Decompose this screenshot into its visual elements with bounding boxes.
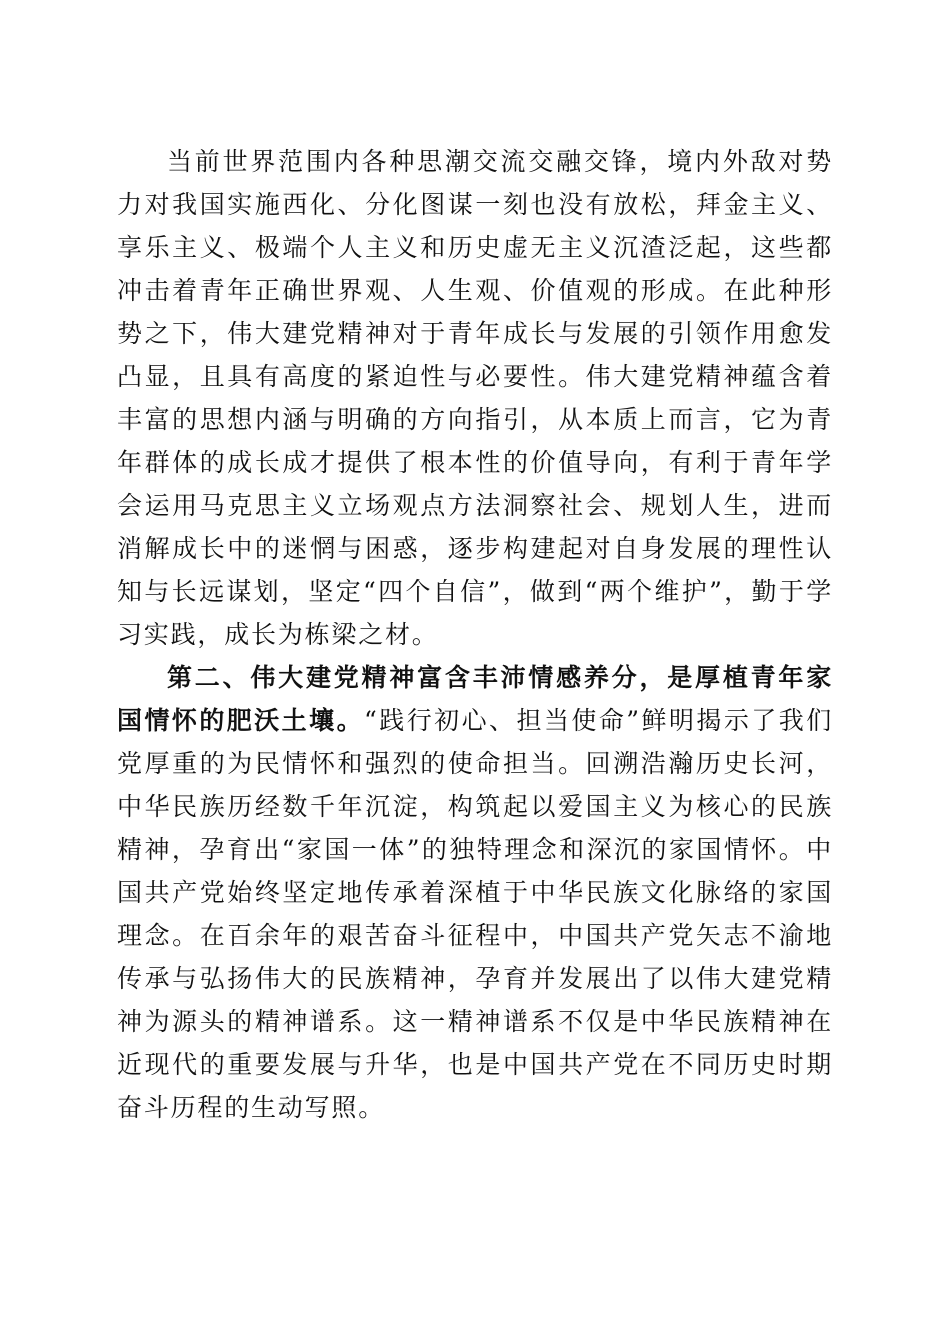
paragraph-2 bbox=[117, 656, 833, 1129]
paragraph-2-body: “践行初心、担当使命”鲜明揭示了我们党厚重的为民情怀和强烈的使命担当。回溯浩瀚历史长河，中华民族历经数千年沉淀，构筑起以爱国主义为核心的民族精神，孕育出“家国一体”的独特理念和深沉的家国情怀。中国共产党始终坚定地传承着深植于中华民族文化脉络的家国理念。在百余年的艰苦奋斗征程中，中国共产党矢志不渝地传承与弘扬伟大的民族精神，孕育并发展出了以伟大建党精神为源头的精神谱系。这一精神谱系不仅是中华民族精神在近现代的重要发展与升华，也是中国共产党在不同历史时期奋斗历程的生动写照。 bbox=[117, 706, 833, 1122]
paragraph-1 bbox=[117, 140, 833, 656]
paragraph-1-text: 当前世界范围内各种思潮交流交融交锋，境内外敌对势力对我国实施西化、分化图谋一刻也没有放松，拜金主义、享乐主义、极端个人主义和历史虚无主义沉渣泛起，这些都冲击着青年正确世界观、人生观、价值观的形成。在此种形势之下，伟大建党精神对于青年成长与发展的引领作用愈发凸显，且具有高度的紧迫性与必要性。伟大建党精神蕴含着丰富的思想内涵与明确的方向指引，从本质上而言，它为青年群体的成长成才提供了根本性的价值导向，有利于青年学会运用马克思主义立场观点方法洞察社会、规划人生，进而消解成长中的迷惘与困惑，逐步构建起对自身发展的理性认知与长远谋划，坚定“四个自信”，做到“两个维护”，勤于学习实践，成长为栋梁之材。 bbox=[117, 147, 833, 649]
body-text bbox=[117, 140, 833, 1129]
paragraph-2-heading: 第二、伟大建党精神富含丰沛情感养分，是厚植青年家国情怀的肥沃土壤。 bbox=[117, 663, 833, 735]
